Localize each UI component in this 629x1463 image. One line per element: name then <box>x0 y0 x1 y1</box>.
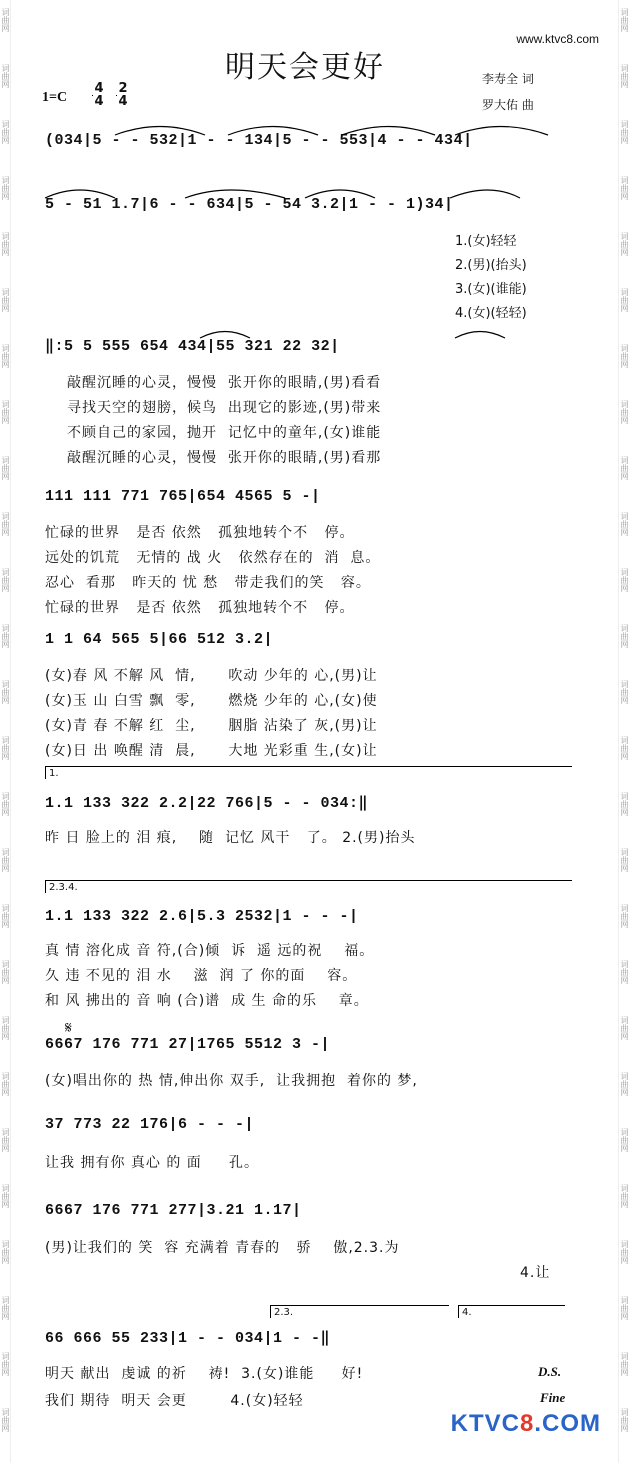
watermark-text: 词曲网 <box>620 8 629 32</box>
lyric-chorus-2: 让我 拥有你 真心 的 面 孔。 <box>45 1155 260 1171</box>
logo-part2: 8 <box>519 1410 535 1437</box>
watermark-text: 词曲网 <box>620 680 629 704</box>
lyric-verse-4c: (女)日 出 唤醒 清 晨, 大地 光彩重 生,(女)让 <box>45 743 378 759</box>
watermark-text: 词曲网 <box>620 1352 629 1376</box>
watermark-text: 词曲网 <box>1 344 10 368</box>
watermark-text: 词曲网 <box>620 512 629 536</box>
slur <box>305 190 375 198</box>
watermark-text: 词曲网 <box>620 64 629 88</box>
cue-1: 1.(女)轻轻 <box>455 234 517 249</box>
slur <box>342 127 435 136</box>
watermark-text: 词曲网 <box>1 512 10 536</box>
watermark-text: 词曲网 <box>620 1296 629 1320</box>
watermark-text: 词曲网 <box>1 1352 10 1376</box>
ts2-top: 2 <box>118 81 128 96</box>
watermark-text: 词曲网 <box>620 1128 629 1152</box>
key-signature: 1=C <box>42 90 68 105</box>
melody-line-4: 111 111 771 765|654 4565 5 -| <box>45 488 321 505</box>
lyric-verse-2b: 远处的饥荒 无情的 战 火 依然存在的 消 息。 <box>45 550 381 566</box>
watermark-text: 词曲网 <box>1 120 10 144</box>
melody-line-3: ‖:5 5 555 654 434|55 321 22 32| <box>45 338 340 355</box>
volta-1-label: 1. <box>49 768 59 779</box>
melody-line-11: 66 666 55 233|1 - - 034|1 - -‖ <box>45 1330 331 1347</box>
logo-part3: .COM <box>534 1410 601 1437</box>
watermark-text: 词曲网 <box>1 624 10 648</box>
lyricist-credit: 李寿全 词 <box>482 72 534 86</box>
cue-2: 2.(男)(抬头) <box>455 258 527 273</box>
lyric-ending-4: 和 风 拂出的 音 响 (合)谱 成 生 命的乐 章。 <box>45 993 369 1009</box>
lyric-verse-2c: (女)玉 山 白雪 飘 零, 燃烧 少年的 心,(女)使 <box>45 693 378 709</box>
watermark-text: 词曲网 <box>620 1240 629 1264</box>
lyric-ending-3: 久 违 不见的 泪 水 滋 润 了 你的面 容。 <box>45 968 358 984</box>
watermark-text: 词曲网 <box>620 736 629 760</box>
slur <box>115 127 205 136</box>
lyric-verse-3c: (女)青 春 不解 红 尘, 胭脂 沾染了 灰,(男)让 <box>45 718 378 734</box>
watermark-text: 词曲网 <box>1 568 10 592</box>
watermark-text: 词曲网 <box>620 568 629 592</box>
melody-line-10: 6667 176 771 277|3.21 1.17| <box>45 1202 302 1219</box>
watermark-text: 词曲网 <box>620 232 629 256</box>
melody-line-5: 1 1 64 565 5|66 512 3.2| <box>45 631 274 648</box>
watermark-text: 词曲网 <box>1 288 10 312</box>
slur <box>455 332 505 339</box>
lyric-verse-2a: 寻找天空的翅膀，候鸟 出现它的影迹,(男)带来 <box>67 400 382 416</box>
watermark-text: 词曲网 <box>620 960 629 984</box>
watermark-text: 词曲网 <box>1 904 10 928</box>
watermark-text: 词曲网 <box>620 1184 629 1208</box>
melody-line-7: 1.1 133 322 2.6|5.3 2532|1 - - -| <box>45 908 359 925</box>
lyric-ending-2: 真 情 溶化成 音 符,(合)倾 诉 遥 远的祝 福。 <box>45 943 375 959</box>
lyric-verse-3a: 不顾自己的家园，抛开 记忆中的童年,(女)谁能 <box>67 425 382 441</box>
watermark-text: 词曲网 <box>1 1296 10 1320</box>
watermark-text: 词曲网 <box>620 288 629 312</box>
watermark-text: 词曲网 <box>1 736 10 760</box>
lyric-chorus-1: (女)唱出你的 热 情,伸出你 双手, 让我拥抱 着你的 梦, <box>45 1073 418 1089</box>
watermark-text: 词曲网 <box>620 456 629 480</box>
watermark-text: 词曲网 <box>620 1408 629 1432</box>
slur <box>228 127 318 136</box>
slur <box>200 332 250 339</box>
watermark-text: 词曲网 <box>620 848 629 872</box>
cue-3: 3.(女)(谁能) <box>455 282 527 297</box>
melody-line-6: 1.1 133 322 2.2|22 766|5 - - 034:‖ <box>45 795 369 812</box>
watermark-text: 词曲网 <box>620 1072 629 1096</box>
watermark-text: 词曲网 <box>620 1016 629 1040</box>
ds-marking: D.S. <box>538 1364 562 1379</box>
watermark-text: 词曲网 <box>1 232 10 256</box>
fine-marking: Fine <box>540 1390 566 1405</box>
lyric-chorus-3: (男)让我们的 笑 容 充满着 青春的 骄 傲,2.3.为 <box>45 1240 400 1256</box>
song-title: 明天会更好 <box>225 50 385 85</box>
watermark-text: 词曲网 <box>1 64 10 88</box>
site-url[interactable]: www.ktvc8.com <box>516 32 599 46</box>
watermark-text: 词曲网 <box>1 792 10 816</box>
volta-4-label: 4. <box>462 1307 472 1318</box>
watermark-text: 词曲网 <box>1 1184 10 1208</box>
melody-line-9: 37 773 22 176|6 - - -| <box>45 1116 255 1133</box>
watermark-text: 词曲网 <box>620 624 629 648</box>
watermark-text: 词曲网 <box>1 848 10 872</box>
watermark-text: 词曲网 <box>620 176 629 200</box>
melody-line-1: (034|5 - - 532|1 - - 134|5 - - 553|4 - - 434| <box>45 132 473 149</box>
watermark-text: 词曲网 <box>1 1016 10 1040</box>
lyric-verse-4a: 敲醒沉睡的心灵，慢慢 张开你的眼睛,(男)看那 <box>67 450 382 466</box>
slur <box>185 190 285 198</box>
watermark-text: 词曲网 <box>1 176 10 200</box>
watermark-text: 词曲网 <box>620 400 629 424</box>
ts1-bottom: 4 <box>94 94 104 109</box>
lyric-verse-1b: 忙碌的世界 是否 依然 孤独地转个不 停。 <box>45 525 355 541</box>
ts2-bottom: 4 <box>118 94 128 109</box>
watermark-text: 词曲网 <box>1 1072 10 1096</box>
ts1-top: 4 <box>94 81 104 96</box>
lyric-first-ending: 昨 日 脸上的 泪 痕, 随 记忆 风干 了。 2.(男)抬头 <box>45 830 416 846</box>
phrase-slurs <box>45 127 548 339</box>
lyric-final-2: 我们 期待 明天 会更 4.(女)轻轻 <box>45 1393 304 1409</box>
slur <box>450 190 520 198</box>
watermark-text: 词曲网 <box>620 120 629 144</box>
cue-4: 4.(女)(轻轻) <box>455 306 527 321</box>
segno-sign: 𝄋 <box>65 1018 72 1037</box>
melody-line-2: 5 - 51 1.7|6 - - 634|5 - 54 3.2|1 - - 1)34| <box>45 196 454 213</box>
watermark-text: 词曲网 <box>1 680 10 704</box>
watermark-text: 词曲网 <box>1 8 10 32</box>
melody-line-8: 6667 176 771 27|1765 5512 3 -| <box>45 1036 331 1053</box>
watermark-text: 词曲网 <box>620 344 629 368</box>
lyric-chorus-3-cue: 4.让 <box>520 1265 551 1281</box>
lyric-verse-4b: 忙碌的世界 是否 依然 孤独地转个不 停。 <box>45 600 355 616</box>
watermark-text: 词曲网 <box>1 1240 10 1264</box>
volta-3-label: 2.3. <box>274 1307 294 1318</box>
watermark-text: 词曲网 <box>620 792 629 816</box>
logo-part1: KTVC <box>450 1410 520 1437</box>
volta-2-label: 2.3.4. <box>49 882 78 893</box>
lyric-verse-1a: 敲醒沉睡的心灵，慢慢 张开你的眼睛,(男)看看 <box>67 375 382 391</box>
watermark-text: 词曲网 <box>1 400 10 424</box>
watermark-text: 词曲网 <box>1 456 10 480</box>
watermark-text: 词曲网 <box>620 904 629 928</box>
watermark-text: 词曲网 <box>1 960 10 984</box>
lyric-verse-1c: (女)春 风 不解 风 情, 吹动 少年的 心,(男)让 <box>45 668 378 684</box>
watermark-text: 词曲网 <box>1 1408 10 1432</box>
lyric-verse-3b: 忍心 看那 昨天的 忧 愁 带走我们的笑 容。 <box>45 575 371 591</box>
composer-credit: 罗大佑 曲 <box>482 98 534 112</box>
watermark-text: 词曲网 <box>1 1128 10 1152</box>
slur <box>45 190 115 198</box>
lyric-final-1: 明天 献出 虔诚 的祈 祷! 3.(女)谁能 好! <box>45 1366 364 1382</box>
slur <box>455 127 548 136</box>
